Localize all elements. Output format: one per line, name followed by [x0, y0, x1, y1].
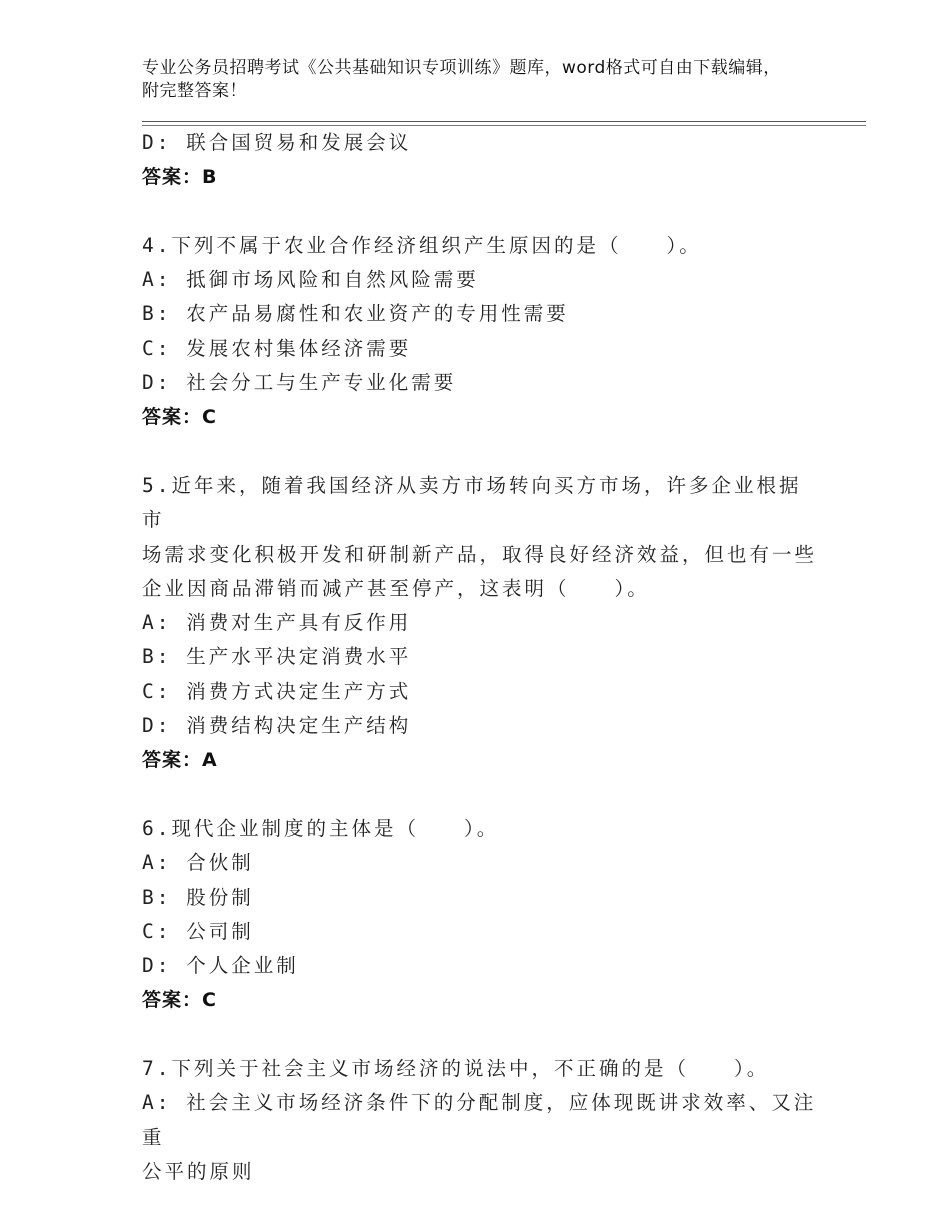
document-header: [142, 57, 782, 103]
question-5: [142, 469, 822, 778]
q4-option-d: D: 社会分工与生产专业化需要: [142, 371, 457, 395]
q4-option-c: C: 发展农村集体经济需要: [142, 336, 412, 360]
spacer: [142, 195, 822, 229]
question-7: [142, 1052, 822, 1189]
q4-answer: 答案：C: [142, 406, 217, 429]
q6-option-d: D: 个人企业制: [142, 954, 299, 978]
q3-answer: 答案：B: [142, 166, 218, 189]
q5-option-d: D: 消费结构决定生产结构: [142, 714, 412, 738]
q6-option-a: A: 合伙制: [142, 851, 254, 875]
spacer: [142, 435, 822, 469]
question-6: [142, 812, 822, 1018]
q4-option-b: B: 农产品易腐性和农业资产的专用性需要: [142, 302, 569, 326]
q5-answer: 答案：A: [142, 749, 218, 772]
q4-option-a: A: 抵御市场风险和自然风险需要: [142, 268, 479, 292]
header-divider-thick: [142, 121, 866, 122]
q7-option-a-line1: A: 社会主义市场经济条件下的分配制度，应体现既讲求效率、又注重: [142, 1091, 817, 1149]
q5-stem-line3: 企业因商品滞销而减产甚至停产，这表明（ ）。: [142, 576, 650, 600]
q5-stem-line2: 场需求变化积极开发和研制新产品，取得良好经济效益，但也有一些: [142, 542, 818, 566]
q5-option-b: B: 生产水平决定消费水平: [142, 645, 412, 669]
question-3-tail: [142, 126, 822, 195]
question-list: [142, 126, 822, 1189]
q6-stem: 6.现代企业制度的主体是（ ）。: [142, 816, 500, 840]
spacer: [142, 778, 822, 812]
q7-stem: 7.下列关于社会主义市场经济的说法中，不正确的是（ ）。: [142, 1057, 770, 1081]
q4-stem: 4.下列不属于农业合作经济组织产生原因的是（ ）。: [142, 233, 702, 257]
q6-option-c: C: 公司制: [142, 919, 254, 943]
header-text: 专业公务员招聘考试《公共基础知识专项训练》题库，word格式可自由下载编辑，附完整答案！: [142, 58, 781, 101]
question-4: [142, 229, 822, 435]
q5-stem-line1: 5.近年来，随着我国经济从卖方市场转向买方市场，许多企业根据市: [142, 473, 802, 532]
q7-option-a-line2: 公平的原则: [142, 1159, 255, 1183]
q5-option-a: A: 消费对生产具有反作用: [142, 611, 412, 635]
q6-option-b: B: 股份制: [142, 885, 254, 909]
q6-answer: 答案：C: [142, 989, 217, 1012]
spacer: [142, 1018, 822, 1052]
q3-option-d: D: 联合国贸易和发展会议: [142, 131, 412, 154]
q5-option-c: C: 消费方式决定生产方式: [142, 679, 412, 703]
